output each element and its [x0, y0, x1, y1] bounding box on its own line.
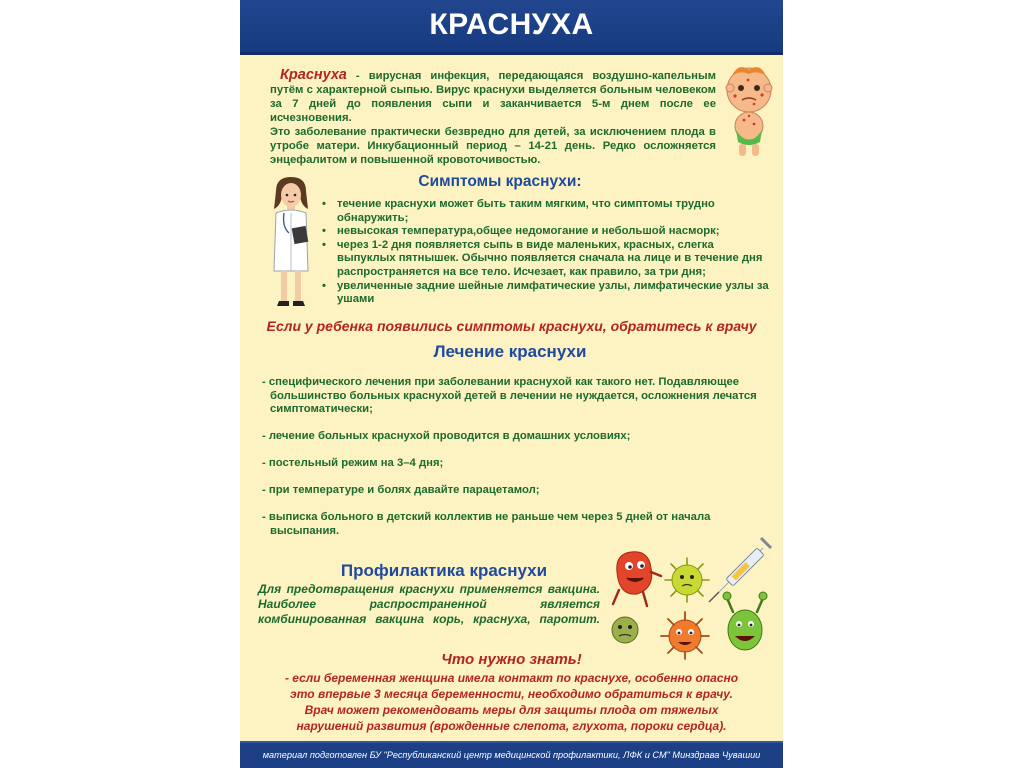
- bullet: •: [322, 279, 326, 292]
- virus-germs-illustration: [605, 532, 775, 662]
- intro-text: [270, 68, 716, 167]
- footer-credits: материал подготовлен БУ "Республиканский центр медицинской профилактики, ЛФК и СМ" Минздрава Чувашии: [240, 741, 783, 768]
- poster: [240, 0, 783, 768]
- bullet: •: [322, 238, 326, 251]
- doctor-warning: Если у ребенка появились симптомы краснухи, обратитесь к врачу: [266, 318, 757, 334]
- symptoms-list: [322, 198, 772, 307]
- intro-line-2: Это заболевание практически безвредно для детей, за исключением плода в утробе матери. Инкубационный период – 14-21 день. Редко осложняется энцефалитом и повышенной кровоточивостью.: [270, 126, 716, 166]
- treatment-item-2: - лечение больных краснухой проводится в домашних условиях;: [262, 430, 631, 442]
- know-line-3: Врач может рекомендовать меры для защиты плода от тяжелых: [304, 703, 719, 717]
- doctor-illustration: [262, 175, 320, 310]
- green-germ-icon: [723, 592, 767, 650]
- symptom-item: • течение краснухи может быть таким мягким, что симптомы трудно обнаружить;: [322, 198, 715, 224]
- intro-term: Краснуха: [280, 67, 347, 83]
- symptom-item: • увеличенные задние шейные лимфатические узлы, лимфатические узлы за ушами: [322, 279, 769, 306]
- intro-line-1: - вирусная инфекция, передающаяся воздушно-капельным путём с характерной сыпью. Вирус краснухи выделяется больным человеком за 7 дней до появления сыпи и заканчивается 5-м днем после ее исчезновения.: [270, 70, 716, 124]
- yellow-germ-icon: [665, 558, 709, 602]
- treatment-item-3: - постельный режим на 3–4 дня;: [262, 457, 444, 469]
- olive-germ-icon: [612, 617, 638, 643]
- sick-baby-illustration: [718, 60, 780, 160]
- know-line-4: нарушений развития (врожденные слепота, глухота, пороки сердца).: [296, 719, 727, 733]
- bullet: •: [322, 198, 326, 210]
- header-bar: [240, 0, 783, 55]
- symptoms-title: Симптомы краснухи:: [418, 173, 582, 190]
- know-line-1: - если беременная женщина имела контакт по краснухе, особенно опасно: [284, 671, 739, 685]
- symptom-item: • невысокая температура,общее недомогание и небольшой насморк;: [322, 225, 720, 238]
- prevention-title: Профилактика краснухи: [340, 561, 548, 580]
- red-germ-icon: [613, 552, 661, 606]
- know-title: Что нужно знать!: [441, 651, 582, 668]
- baby-head-icon: [726, 67, 772, 112]
- treatment-title: Лечение краснухи: [433, 342, 587, 361]
- treatment-item-1: - специфического лечения при заболевании краснухой как такого нет. Подавляющее большинство больных краснухой детей в лечении не нуждается, осложнения лечатся симптоматически;: [262, 376, 757, 416]
- treatment-item-5: - выписка больного в детский коллектив не раньше чем через 5 дней от начала высыпания.: [262, 511, 711, 537]
- prevention-text: Для предотвращения краснухи применяется вакцина. Наиболее распространенной является комбинированная вакцина корь, краснуха, паротит.: [258, 582, 600, 626]
- treatment-item-4: - при температуре и болях давайте парацетамол;: [262, 484, 540, 496]
- symptom-item: • через 1-2 дня появляется сыпь в виде маленьких, красных, слегка выпуклых пятнышек. Обычно появляется сначала на лице и в течение дня распространяется на все тело. Исчезает, как правило, за три дня;: [322, 238, 763, 278]
- bullet: •: [322, 225, 326, 238]
- know-text: [250, 670, 773, 734]
- baby-body-icon: [735, 112, 763, 156]
- know-line-2: это впервые 3 месяца беременности, необходимо обратиться к врачу.: [290, 687, 733, 701]
- page-title: КРАСНУХА: [429, 8, 594, 41]
